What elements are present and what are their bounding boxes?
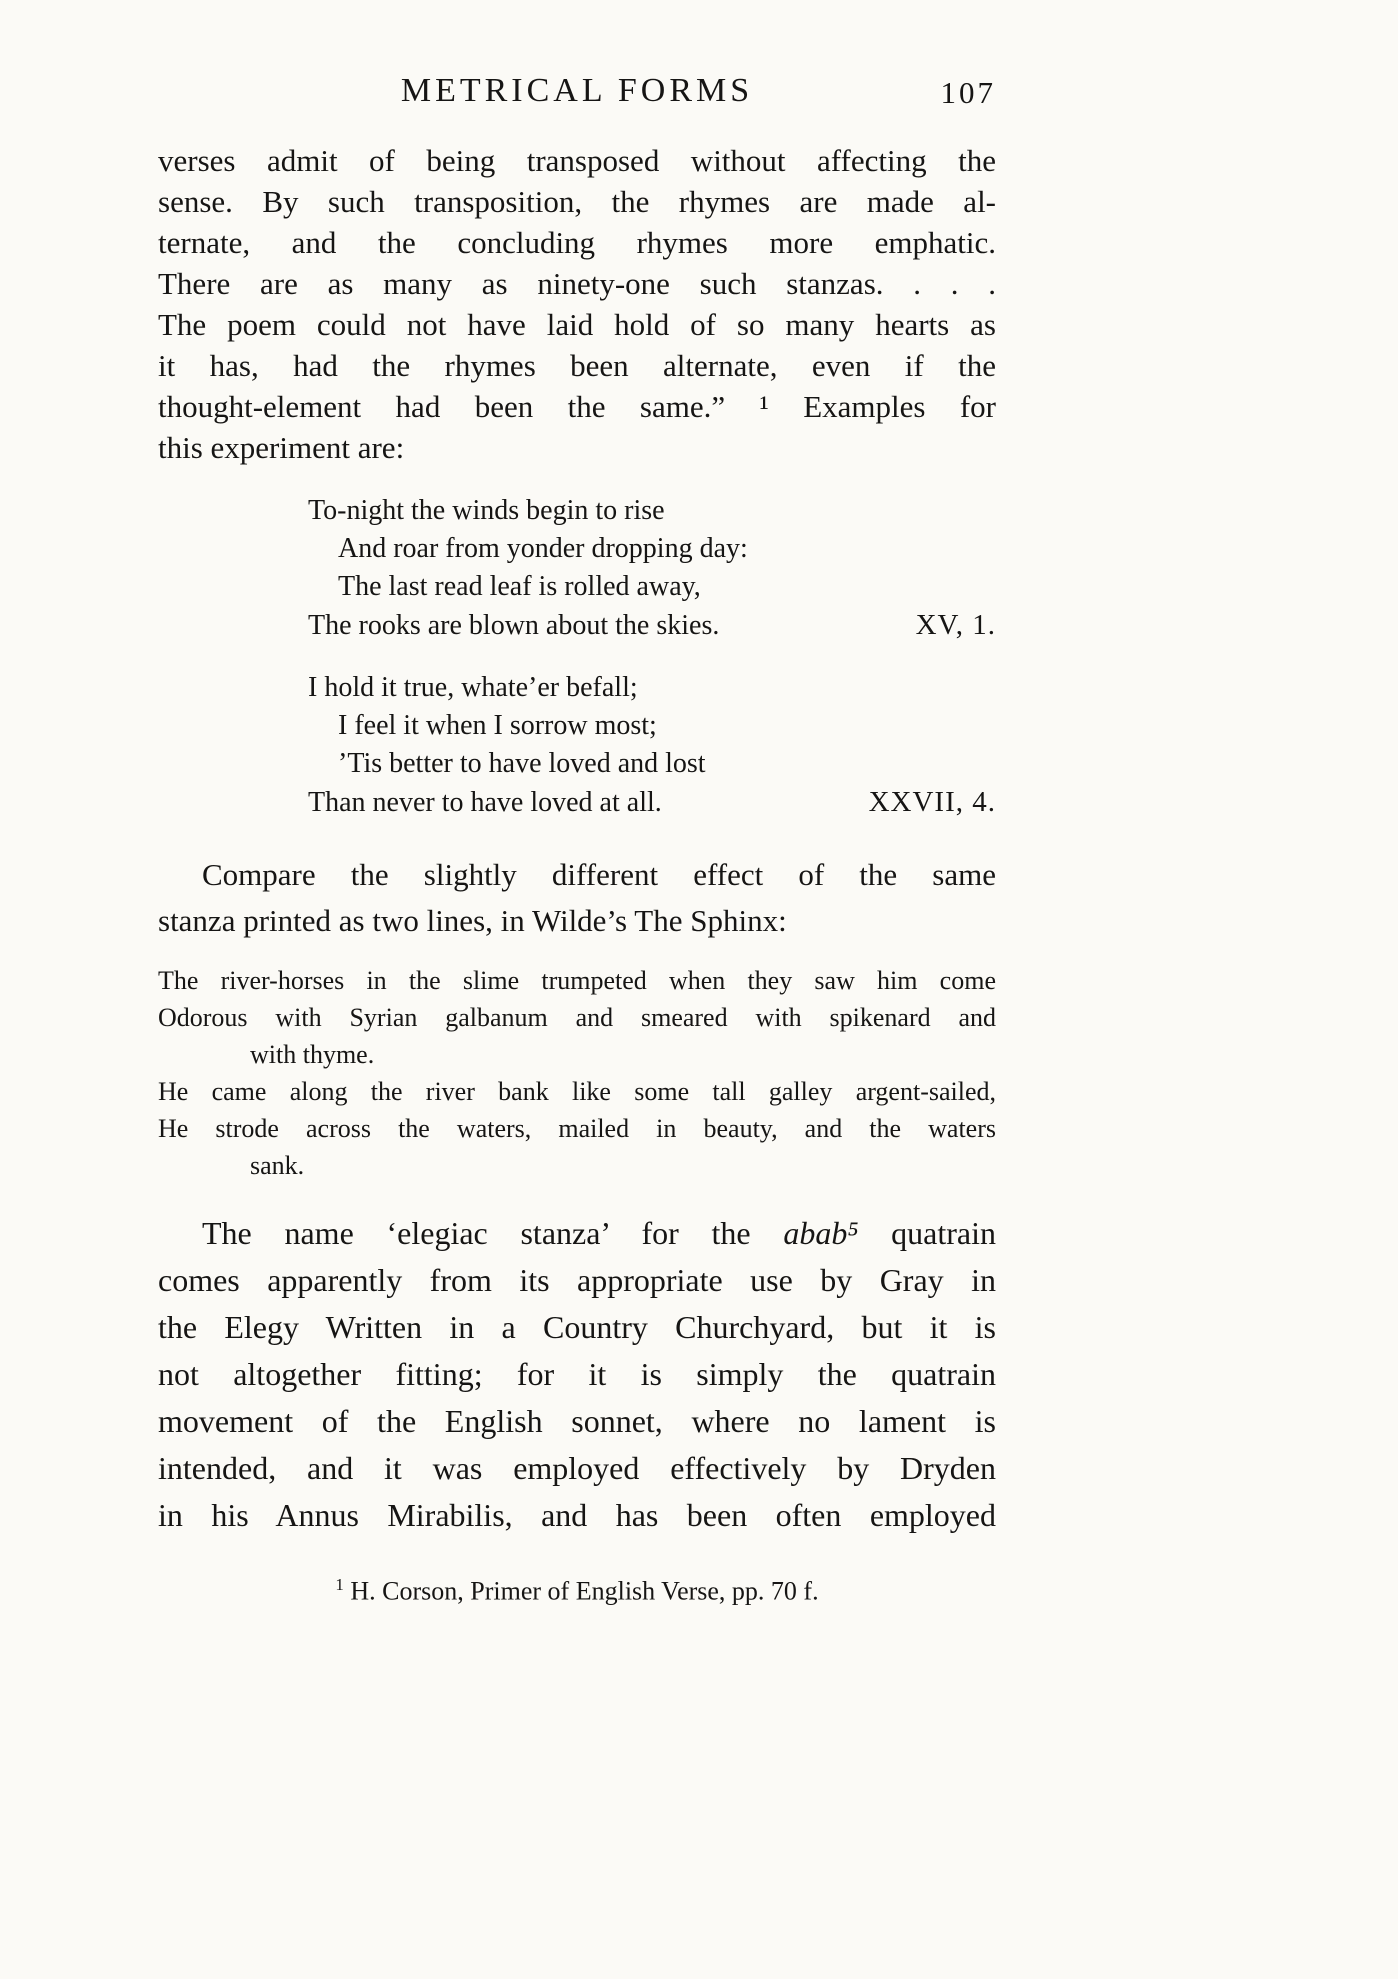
poem-reference: XV, 1. [915, 609, 996, 641]
page-number: 107 [940, 75, 996, 110]
text-segment: quatrain [858, 1215, 997, 1251]
text-line: this experiment are: [158, 430, 405, 465]
italic-term: abab⁵ [783, 1215, 859, 1251]
poem-line: ’Tis better to have loved and lost [338, 748, 706, 779]
quote-line: sank. [250, 1151, 305, 1180]
text-line: intended, and it was employed effectively by Dryden [158, 1450, 996, 1486]
text-line: stanza printed as two lines, in Wilde’s The Sphinx: [158, 903, 787, 938]
paragraph-3 [158, 1210, 996, 1539]
text-line: ternate, and the concluding rhymes more emphatic. [158, 225, 996, 260]
poem-line: And roar from yonder dropping day: [338, 533, 748, 564]
poem-stanza-1 [308, 492, 996, 645]
quote-line: He strode across the waters, mailed in beauty, and the waters [158, 1114, 996, 1143]
quote-line: He came along the river bank like some tall galley argent-sailed, [158, 1077, 996, 1106]
text-line: verses admit of being transposed without affecting the [158, 143, 996, 178]
text-line: There are as many as ninety-one such stanzas. . . . [158, 266, 996, 301]
text-line [158, 1210, 996, 1257]
poem-line-text: Than never to have loved at all. [308, 787, 662, 818]
blockquote-sphinx [158, 962, 996, 1184]
text-line: it has, had the rhymes been alternate, even if the [158, 348, 996, 383]
poem-line [308, 783, 996, 822]
text-line: thought-element had been the same.” ¹ Examples for [158, 389, 996, 424]
footnote-text: H. Corson, Primer of English Verse, pp. 70 f. [350, 1576, 819, 1606]
text-line: movement of the English sonnet, where no lament is [158, 1403, 996, 1439]
quote-line: with thyme. [250, 1040, 375, 1069]
page-title: METRICAL FORMS [400, 72, 754, 109]
poem-line: To-night the winds begin to rise [308, 495, 665, 526]
text-line: The poem could not have laid hold of so many hearts as [158, 307, 996, 342]
quote-line: The river-horses in the slime trumpeted when they saw him come [158, 966, 996, 995]
footnote [158, 1575, 996, 1607]
text-line: comes apparently from its appropriate use by Gray in [158, 1262, 996, 1298]
poem-line [308, 606, 996, 645]
text-line: the Elegy Written in a Country Churchyard, but it is [158, 1309, 996, 1345]
footnote-marker: 1 [335, 1575, 344, 1594]
text-line: in his Annus Mirabilis, and has been often employed [158, 1497, 996, 1533]
text-line: Compare the slightly different effect of the same [202, 857, 996, 892]
text-line: not altogether fitting; for it is simply the quatrain [158, 1356, 996, 1392]
paragraph-2 [158, 852, 996, 944]
book-page [158, 72, 996, 1607]
poem-line-text: The rooks are blown about the skies. [308, 610, 720, 641]
poem-reference: XXVII, 4. [868, 786, 996, 818]
quote-line: Odorous with Syrian galbanum and smeared with spikenard and [158, 1003, 996, 1032]
text-segment: The name ‘elegiac stanza’ for the [202, 1215, 784, 1251]
poem-line: I feel it when I sorrow most; [338, 710, 657, 741]
page-header [158, 72, 996, 124]
poem-line: The last read leaf is rolled away, [338, 571, 701, 602]
text-line: sense. By such transposition, the rhymes are made al- [158, 184, 996, 219]
poem-stanza-2 [308, 669, 996, 822]
poem-line: I hold it true, whate’er befall; [308, 672, 638, 703]
paragraph-1 [158, 140, 996, 468]
